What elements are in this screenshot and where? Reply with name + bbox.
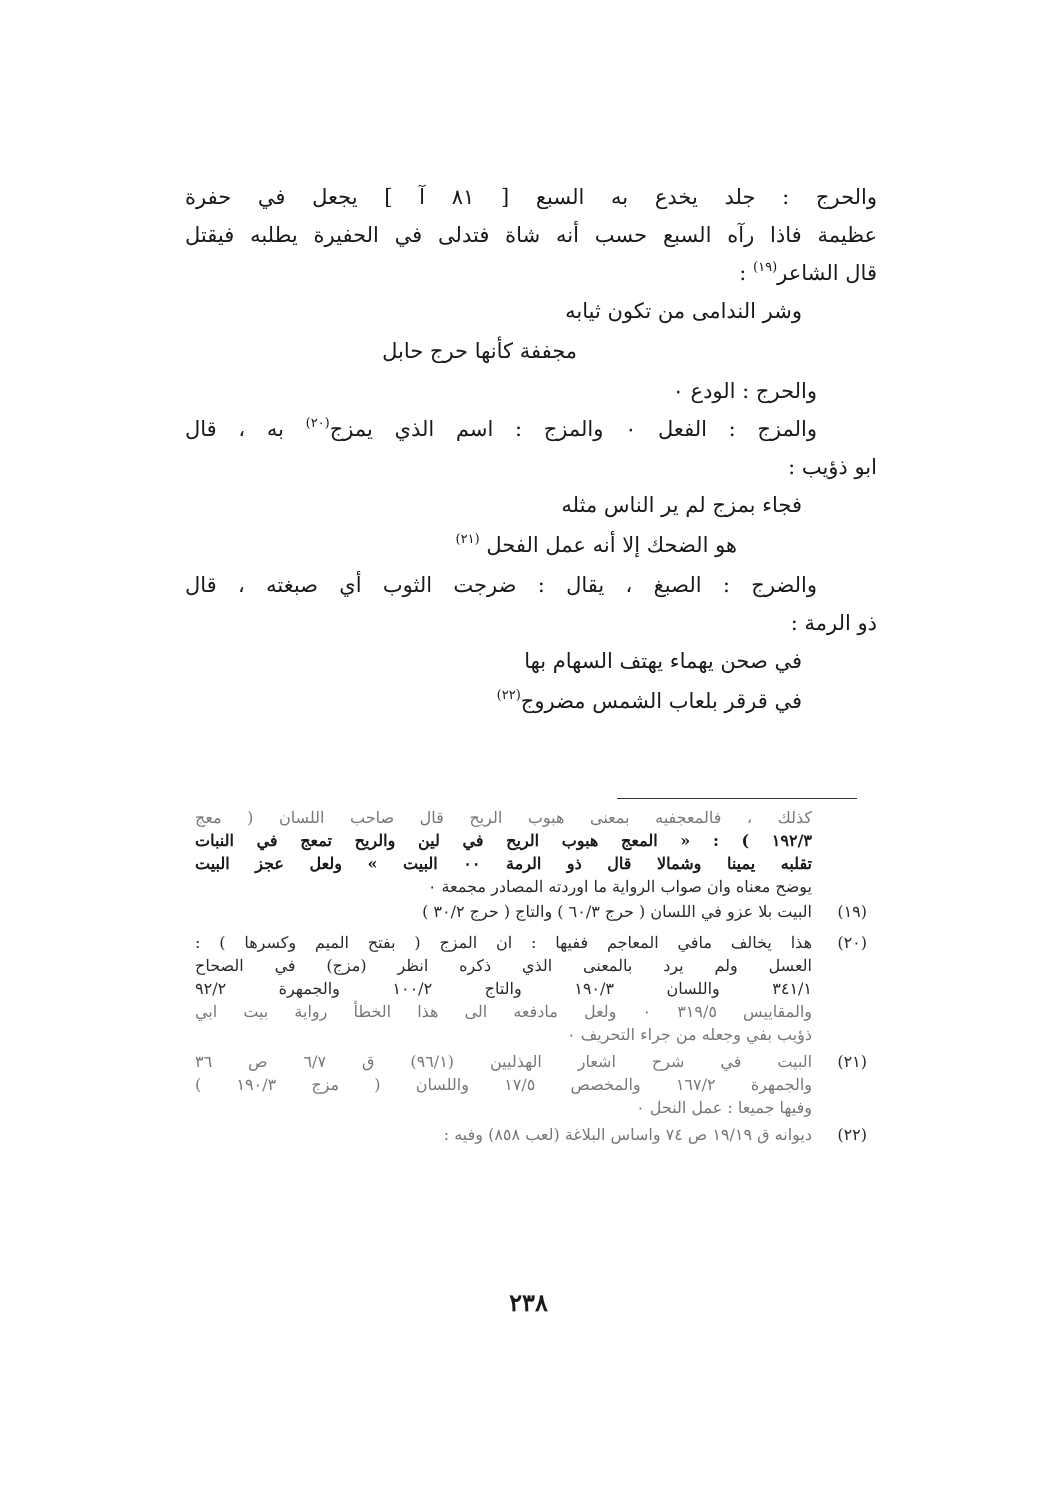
footnotes [195, 806, 867, 1146]
prose-line: والحرج : جلد يخدع به السبع [ ٨١ آ ] يجعل في حفرة [185, 185, 878, 209]
verse-first-hemistich: في صحن يهماء يهتف السهام بها [524, 649, 802, 673]
footnote-marker-21: (٢١) [455, 532, 480, 547]
verse-second-hemistich: هو الضحك إلا أنه عمل الفحل $^{(٢١)}$ [455, 532, 737, 557]
footnote-line: ذؤيب بفي وجعله من جراء التحريف ٠ [567, 1025, 812, 1044]
prose-line: والحرج : الودع ٠ [672, 379, 817, 403]
prose-line: ابو ذؤيب : [788, 455, 877, 479]
prose-line: والضرج : الصبغ ، يقال : ضرجت الثوب أي صبغته ، قال [185, 573, 817, 597]
footnote-line: ديوانه ق ١٩/١٩ ص ٧٤ واساس البلاغة (لعب ٨٥٨) وفيه : [443, 1125, 812, 1144]
footnote-marker-19: (١٩) [753, 260, 778, 275]
main-text [185, 178, 877, 722]
footnote-line: ١٩٢/٣ ) : « المعج هبوب الريح في لين والريح تمعج في النبات [195, 831, 812, 850]
footnote-22 [195, 1123, 867, 1146]
footnote-line: وفيها جميعا : عمل النحل ٠ [636, 1098, 812, 1117]
prose-line: ذو الرمة : [790, 611, 877, 635]
footnote-20 [195, 931, 867, 1046]
prose-line: قال الشاعر$^{(١٩)}$ : [739, 260, 877, 285]
footnote-line: تقلبه يمينا وشمالا قال ذو الرمة ٠٠ البيت » ولعل عجز البيت [195, 854, 812, 873]
footnote-continuation [195, 806, 867, 898]
footnote-marker-20: (٢٠) [305, 416, 330, 431]
footnote-line: هذا يخالف مافي المعاجم ففيها : ان المزج ( بفتح الميم وكسرها ) : [195, 933, 812, 952]
footnote-19 [195, 900, 867, 923]
verse-second-hemistich: مجففة كأنها حرج حابل [382, 339, 577, 363]
prose-line: عظيمة فاذا رآه السبع حسب أنه شاة فتدلى في الحفيرة يطلبه فيقتل [185, 223, 877, 247]
footnote-line: كذلك ، فالمعجفيه بمعنى هبوب الريح قال صاحب اللسان ( معج [195, 808, 812, 827]
footnote-marker-22: (٢٢) [496, 688, 521, 703]
footnote-line: العسل ولم يرد بالمعنى الذي ذكره انظر (مزج) في الصحاح [195, 956, 812, 975]
footnote-line: ٣٤١/١ واللسان ١٩٠/٣ والتاج ١٠٠/٢ والجمهرة ٩٢/٢ [195, 979, 812, 998]
footnote-line: يوضح معناه وان صواب الرواية ما اوردته المصادر مجمعة ٠ [427, 877, 812, 896]
footnote-number: (٢٠) [837, 933, 867, 952]
verse-first-hemistich: وشر الندامى من تكون ثيابه [565, 299, 802, 323]
footnote-line: والجمهرة ١٦٧/٢ والمخصص ١٧/٥ واللسان ( مزج ١٩٠/٣ ) [195, 1075, 812, 1094]
footnote-line: البيت بلا عزو في اللسان ( حرج ٦٠/٣ ) والتاج ( حرج ٣٠/٢ ) [422, 902, 812, 921]
footnote-line: البيت في شرح اشعار الهذليين (٩٦/١) ق ٦/٧ ص ٣٦ [195, 1052, 812, 1071]
verse-second-hemistich: في قرقر بلعاب الشمس مضروج$^{(٢٢)}$ [496, 688, 802, 713]
verse-first-hemistich: فجاء بمزج لم ير الناس مثله [561, 493, 802, 517]
prose-line: والمزج : الفعل ٠ والمزج : اسم الذي يمزج$^{(٢٠)}$ به ، قال [185, 416, 818, 441]
footnote-21 [195, 1050, 867, 1119]
footnote-number: (٢١) [837, 1052, 867, 1071]
footnote-number: (١٩) [837, 902, 867, 921]
footnote-separator [617, 798, 857, 799]
footnote-line: والمقاييس ٣١٩/٥ ٠ ولعل مادفعه الى هذا الخطأ رواية بيت ابي [195, 1002, 812, 1021]
page-number: ٢٣٨ [509, 1288, 548, 1317]
footnote-number: (٢٢) [837, 1125, 867, 1144]
